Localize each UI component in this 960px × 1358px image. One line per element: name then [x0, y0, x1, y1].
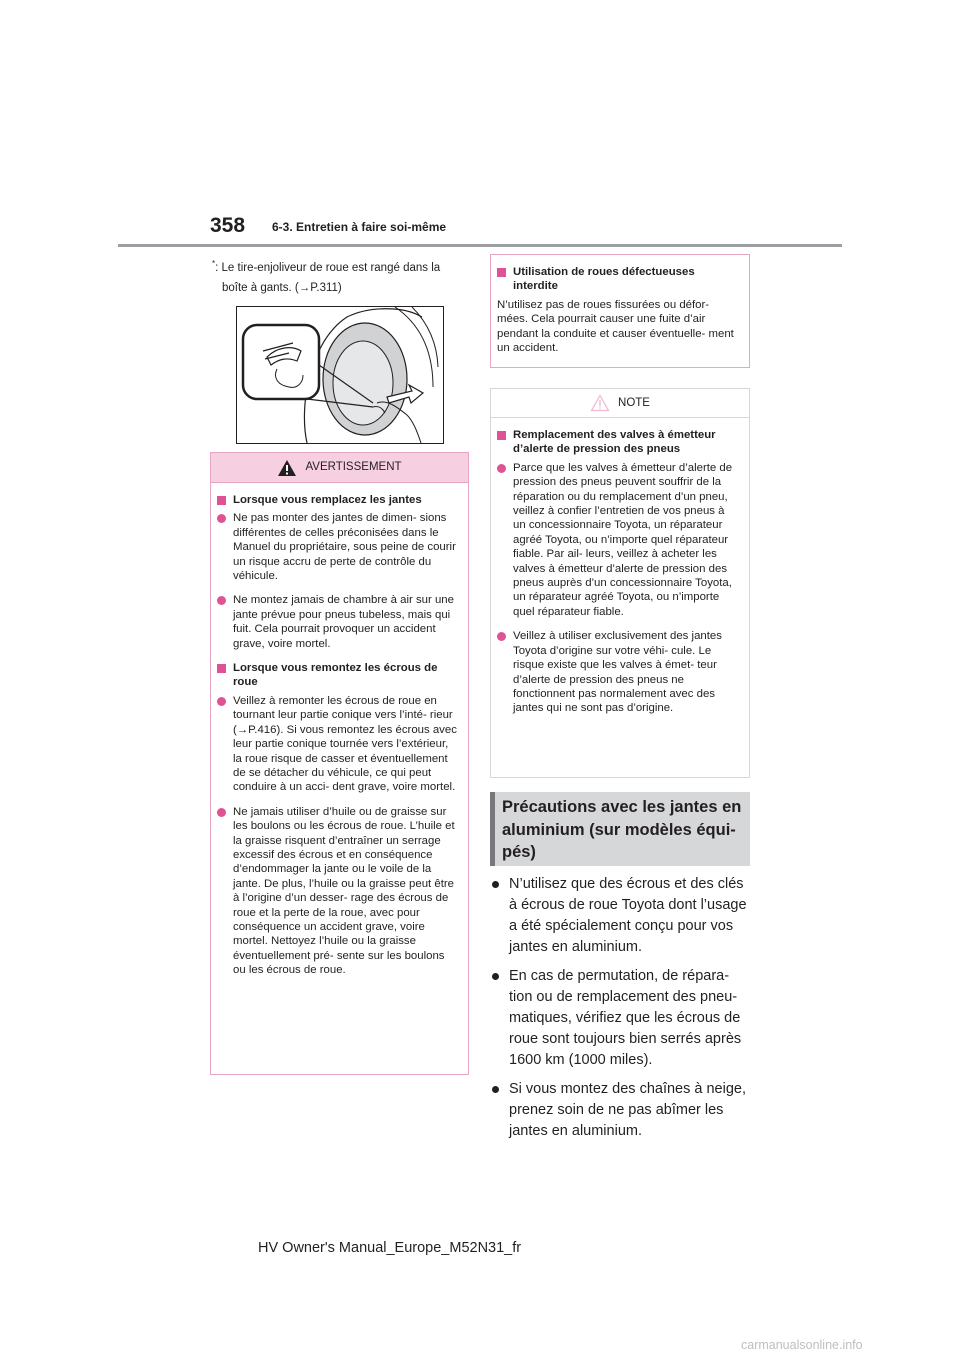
warning-subheading: Utilisation de roues défectueuses interdite — [497, 265, 739, 294]
note-subheading: Remplacement des valves à émetteur d’alerte de pression des pneus — [497, 428, 739, 457]
watermark: carmanualsonline.info — [741, 1338, 863, 1352]
bullet-dot-icon — [492, 881, 499, 888]
warning-box — [210, 452, 469, 1075]
note-title: NOTE — [618, 396, 650, 409]
warning-triangle-icon — [277, 459, 297, 477]
warning-subheading: Lorsque vous remontez les écrous de roue — [217, 661, 458, 690]
square-bullet-icon — [217, 664, 226, 673]
warning-paragraph: N’utilisez pas de roues fissurées ou défor- mées. Cela pourrait causer une fuite d’air pendant la conduite et causer éventuelle- ment un accident. — [497, 298, 734, 355]
warning-item: Ne jamais utiliser d’huile ou de graisse sur les boulons ou les écrous de roue. L’huile et la graisse risquent d’entraîner un serrage excessif des écrous et en conséquence d’endommager la jante ou le voile de la jante. De plus, l’huile ou la graisse peut être à l’origine d’un desser- rage des écrous de roue et la perte de la roue, avec pour conséquence un accident grave, voire mortel. Nettoyez l’huile ou la graisse éventuellement pré- sente sur les boulons ou les écrous de roue. — [217, 805, 458, 978]
warning-continued-box — [490, 254, 750, 368]
bullet-dot-icon — [492, 1086, 499, 1093]
round-bullet-icon — [217, 514, 226, 523]
footnote-text: : Le tire-enjoliveur de roue est rangé dans la — [215, 261, 441, 274]
round-bullet-icon — [217, 808, 226, 817]
warning-title: AVERTISSEMENT — [305, 461, 402, 474]
square-bullet-icon — [497, 268, 506, 277]
caution-triangle-icon — [590, 394, 610, 412]
round-bullet-icon — [217, 596, 226, 605]
section-title: 6-3. Entretien à faire soi-même — [272, 220, 447, 234]
list-item: N’utilisez que des écrous et des clés à écrous de roue Toyota dont l’usage a été spécialement conçu pour vos jantes en aluminium. — [492, 874, 754, 958]
header-rule — [118, 244, 842, 247]
section-heading: Précautions avec les jantes en aluminium (sur modèles équi- pés) — [490, 792, 750, 866]
warning-item: Ne montez jamais de chambre à air sur une jante prévue pour pneus tubeless, mais qui fuit. Cela pourrait provoquer un accident grave, voire mortel. — [217, 593, 458, 651]
page-number: 358 — [210, 214, 246, 237]
warning-item: Veillez à remonter les écrous de roue en tournant leur partie conique vers l’inté- rieur (→P.416). Si vous remontez les écrous avec leur partie conique tournée vers l’extérieur, la roue risque de casser et éventuellement de se détacher du véhicule, ce qui peut conduire à un acci- dent grave, voire mortel. — [217, 694, 458, 795]
square-bullet-icon — [217, 496, 226, 505]
manual-footer: HV Owner's Manual_Europe_M52N31_fr — [258, 1240, 522, 1256]
footnote-marker: * — [212, 259, 216, 268]
round-bullet-icon — [497, 632, 506, 641]
section-heading-bar — [490, 792, 495, 866]
bullet-dot-icon — [492, 973, 499, 980]
footnote-text-2: boîte à gants. (→P.311) — [222, 281, 342, 294]
wheel-cap-illustration — [236, 306, 444, 444]
list-item: Si vous montez des chaînes à neige, prenez soin de ne pas abîmer les jantes en aluminium. — [492, 1079, 754, 1142]
wheel-cap-drawing — [237, 307, 443, 443]
note-item: Veillez à utiliser exclusivement des jantes Toyota d’origine sur votre véhi- cule. Le risque existe que les valves à émet- teur d’alerte de pression des pneus ne fonctionnent pas normalement avec des jantes qui ne sont pas d’origine. — [497, 629, 739, 715]
footnote — [212, 254, 472, 298]
warning-item: Ne pas monter des jantes de dimen- sions différentes de celles préconisées dans le Manuel du propriétaire, sous peine de courir un risque accru de perte de contrôle du véhicule. — [217, 511, 458, 583]
list-item: En cas de permutation, de répara- tion ou de remplacement des pneu- matiques, vérifiez que les écrous de roue sont toujours bien serrés après 1600 km (1000 miles). — [492, 966, 754, 1071]
square-bullet-icon — [497, 431, 506, 440]
round-bullet-icon — [497, 464, 506, 473]
round-bullet-icon — [217, 697, 226, 706]
bullet-list — [492, 874, 754, 1150]
note-box — [490, 388, 750, 778]
warning-subheading: Lorsque vous remplacez les jantes — [217, 493, 458, 507]
note-header — [491, 389, 749, 418]
note-item: Parce que les valves à émetteur d’alerte de pression des pneus peuvent souffrir de la réparation ou du remplacement d’un pneu, veillez à confier l’entretien de vos pneus à un concessionnaire Toyota, un réparateur agréé Toyota, ou n’importe quel réparateur fiable. Par ail- leurs, veillez à acheter les valves à émetteur d’alerte de pression des pneus auprès d’un concessionnaire Toyota, un réparateur agréé Toyota, ou n’importe quel réparateur fiable. — [497, 461, 739, 619]
warning-header — [211, 453, 468, 483]
